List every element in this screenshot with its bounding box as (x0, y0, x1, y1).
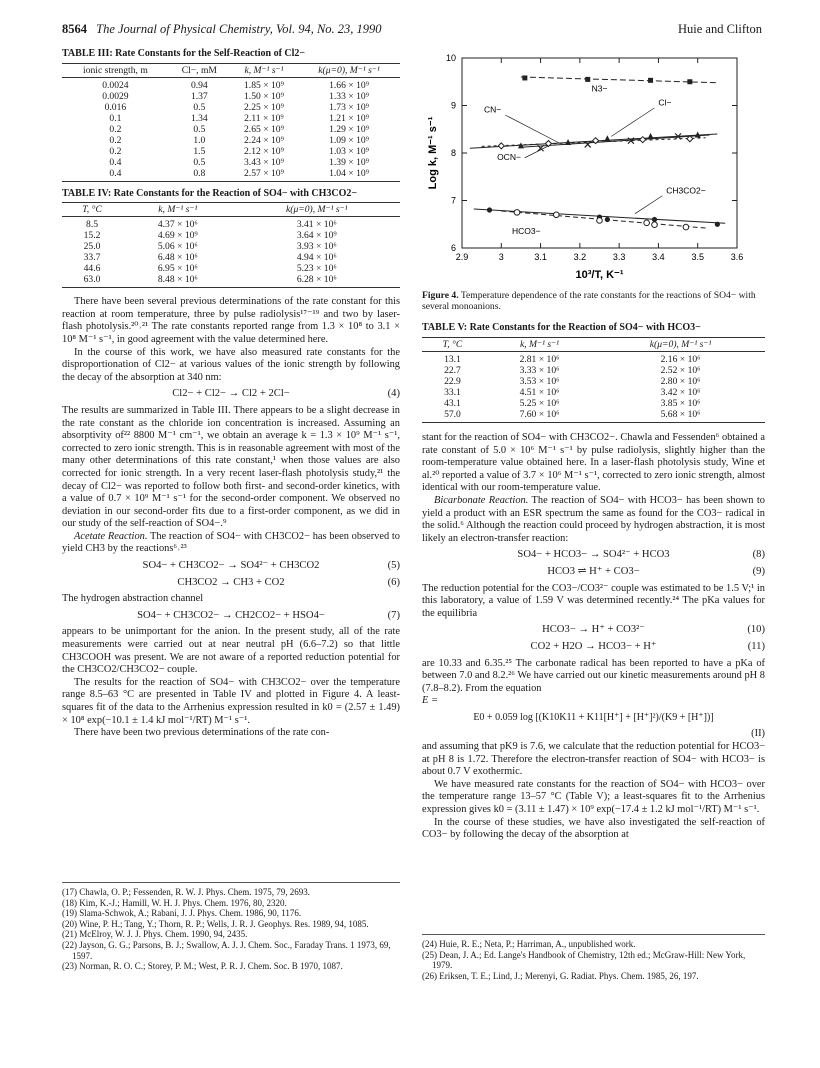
y-tick-label: 9 (450, 100, 456, 111)
table5-cell: 7.60 × 10⁶ (483, 409, 596, 423)
table3-row (62, 135, 400, 146)
table3-header: k(μ=0), M⁻¹ s⁻¹ (298, 63, 400, 77)
references-left (62, 882, 400, 972)
label-pointer (525, 146, 549, 158)
table3-cell: 0.4 (62, 168, 169, 182)
reference: (21) McElroy, W. J. J. Phys. Chem. 1990, 94, 2435. (62, 929, 248, 940)
x-tick-label: 3.6 (730, 252, 744, 262)
table3-cell: 1.33 × 10⁹ (329, 90, 370, 102)
data-point (640, 137, 646, 143)
data-point (715, 222, 720, 227)
table4-cell: 33.7 (83, 252, 101, 264)
table3-cell: 1.66 × 10⁹ (329, 79, 370, 91)
x-tick-label: 3.1 (534, 252, 547, 262)
table4-row (62, 263, 400, 274)
page-number: 8564 (62, 22, 87, 36)
paragraph: The hydrogen abstraction channel (62, 593, 204, 605)
table4-cell: 6.28 × 10⁶ (234, 274, 400, 288)
table5-row (422, 351, 765, 365)
table5-block (422, 318, 765, 423)
equation-6 (62, 577, 400, 590)
table3-header: Cl−, mM (169, 63, 230, 77)
table4-cell: 25.0 (83, 241, 101, 253)
table4-cell: 63.0 (62, 274, 122, 288)
table5-cell: 13.1 (444, 353, 461, 365)
table4 (62, 202, 400, 288)
table4-cell: 3.93 × 10⁶ (296, 241, 337, 253)
table5 (422, 337, 765, 423)
table3-cell: 0.4 (109, 156, 122, 168)
table4-cell: 44.6 (83, 263, 101, 275)
table3-cell: 1.09 × 10⁹ (329, 134, 370, 146)
figure-label: Figure 4. (422, 290, 459, 301)
paragraph-text: The reaction of SO4− with HCO3− has been shown to yield a product with an ESR spectrum the same as found for the CO3− radical in the solid.⁶ Although the reaction could proceed by hydrogen abstraction, it is most likely an electron-transfer reaction: (422, 494, 765, 544)
equation-number: (10) (747, 624, 765, 636)
paragraph: There have been several previous determinations of the rate constant for this reaction at room temperature, three by pulse radiolysis¹⁷⁻¹⁹ and two by laser-flash photolysis.²⁰˒²¹ The rate constants reported range from 1.3 × 10⁸ to 3.1 × 10⁸ M⁻¹ s⁻¹, in good agreement with the value determined here. (62, 296, 400, 345)
table3-row (62, 113, 400, 124)
figure-caption-text: Temperature dependence of the rate constants for the reactions of SO4− with several monoanions. (422, 290, 756, 312)
x-tick-label: 2.9 (455, 252, 469, 262)
reference: (25) Dean, J. A.; Ed. Lange's Handbook of Chemistry, 12th ed.; McGraw-Hill: New York, 1979. (422, 949, 746, 971)
reference: (26) Eriksen, T. E.; Lind, J.; Merenyi, G. Radiat. Phys. Chem. 1985, 26, 197. (422, 970, 699, 981)
figure-4-chart (422, 50, 765, 290)
equation-E-lhs: E = (422, 695, 438, 707)
table3-body (62, 77, 400, 181)
data-point (687, 79, 692, 84)
table4-row (62, 217, 400, 231)
table3-cell: 1.5 (193, 145, 206, 157)
table4-caption: TABLE IV: Rate Constants for the Reaction of SO4− with CH3CO2− (62, 187, 358, 199)
table3-row (62, 102, 400, 113)
table3-cell: 0.5 (193, 123, 206, 135)
x-tick-label: 3.2 (573, 252, 587, 262)
table3-cell: 1.34 (190, 112, 208, 124)
equation-text: SO4− + CH3CO2− → CH2CO2− + HSO4− (137, 609, 325, 621)
table4-cell: 5.23 × 10⁶ (296, 263, 337, 275)
table5-row (422, 365, 765, 376)
table3-cell: 1.03 × 10⁹ (329, 145, 370, 157)
data-point (644, 220, 650, 226)
table4-row (62, 230, 400, 241)
y-tick-label: 6 (450, 243, 456, 253)
table3-cell: 0.016 (104, 101, 127, 113)
equation-number: (4) (387, 388, 400, 400)
table5-cell: 22.7 (444, 364, 461, 376)
left-column (62, 44, 400, 740)
equation-number: (II) (751, 728, 765, 740)
equation-text: SO4− + CH3CO2− → SO4²⁻ + CH3CO2 (142, 560, 320, 572)
paragraph: In the course of this work, we have also measured rate constants for the disproportionation of Cl2− at various values of the ionic strength by following the decay of the absorption at 340 nm: (62, 346, 400, 383)
running-authors: Huie and Clifton (677, 22, 762, 36)
journal-title: The Journal of Physical Chemistry, Vol. 94, No. 23, 1990 (96, 22, 382, 36)
table3-cell: 0.2 (109, 123, 122, 135)
table5-header: k(μ=0), M⁻¹ s⁻¹ (596, 337, 765, 351)
x-tick-label: 3.3 (612, 252, 626, 262)
table3-cell: 2.11 × 10⁹ (244, 112, 284, 124)
table3-cell: 2.57 × 10⁹ (230, 168, 298, 182)
table3-cell: 0.5 (193, 156, 206, 168)
table5-cell: 57.0 (422, 409, 483, 423)
right-column (422, 432, 765, 842)
reference: (24) Huie, R. E.; Neta, P.; Harriman, A., unpublished work. (422, 939, 636, 949)
table5-cell: 5.68 × 10⁶ (596, 409, 765, 423)
label-pointer (635, 196, 663, 214)
table5-cell: 3.85 × 10⁶ (660, 397, 701, 409)
table3-cell: 1.21 × 10⁹ (329, 112, 370, 124)
equation-text: CH3CO2 → CH3 + CO2 (177, 576, 285, 588)
table4-row (62, 252, 400, 263)
table3-cell: 1.37 (190, 90, 208, 102)
table4-cell: 4.94 × 10⁶ (296, 252, 337, 264)
equation-10 (422, 624, 765, 637)
paragraph: There have been two previous determinations of the rate con- (74, 727, 330, 739)
equation-text: E0 + 0.059 log [(K10K11 + K11[H⁺] + [H⁺]²)/(K9 + [H⁺])] (473, 711, 714, 723)
table3-header: ionic strength, m (62, 63, 169, 77)
equation-text: SO4− + HCO3− → SO4²⁻ + HCO3 (517, 549, 670, 561)
table3-cell: 2.65 × 10⁹ (244, 123, 284, 135)
equation-11 (422, 641, 765, 654)
table3-cell: 0.2 (109, 134, 122, 146)
equation-number: (11) (747, 640, 765, 652)
table4-cell: 5.06 × 10⁶ (157, 241, 198, 253)
data-point (695, 131, 701, 137)
paragraph: In the course of these studies, we have also investigated the self-reaction of CO3− by following the decay of the absorption at (422, 816, 765, 841)
table3-row (62, 168, 400, 182)
table3-row (62, 124, 400, 135)
equation-9 (422, 566, 765, 579)
equation-number: (8) (752, 549, 765, 561)
equation-7 (62, 610, 400, 623)
series-label: CH3CO2− (666, 185, 706, 196)
table4-cell: 6.95 × 10⁶ (157, 263, 198, 275)
paragraph: The results for the reaction of SO4− with CH3CO2− over the temperature range 8.5–63 °C are presented in Table IV and plotted in Figure 4. A least-squares fit of the data to the Arrhenius expression resulted in k0 = (2.57 ± 1.49) × 10⁸ exp(−10.1 ± 1.4 kJ mol⁻¹/RT) M⁻¹ s⁻¹. (62, 676, 400, 726)
table5-row (422, 387, 765, 398)
table3-cell: 1.50 × 10⁹ (244, 90, 284, 102)
table3-cell: 2.12 × 10⁹ (244, 145, 284, 157)
reference: (19) Slama-Schwok, A.; Rabani, J. J. Phys. Chem. 1986, 90, 1176. (62, 908, 302, 919)
table5-row (422, 376, 765, 387)
equation-text: Cl2− + Cl2− → Cl2 + 2Cl− (172, 388, 290, 400)
section-lead: Acetate Reaction. (74, 530, 148, 542)
data-point (683, 224, 689, 230)
page-header (62, 22, 762, 37)
table4-header: k(μ=0), M⁻¹ s⁻¹ (234, 203, 400, 217)
equation-text: HCO3 ⇌ H⁺ + CO3− (547, 565, 640, 577)
table4-cell: 8.48 × 10⁶ (122, 274, 234, 288)
table4-cell: 3.64 × 10⁹ (296, 230, 337, 242)
table5-cell: 2.16 × 10⁶ (660, 353, 701, 365)
table4-cell: 3.41 × 10⁶ (296, 219, 337, 231)
table4-cell: 4.37 × 10⁶ (157, 219, 198, 231)
equation-text: CO2 + H2O → HCO3− + H⁺ (530, 640, 657, 652)
equation-4 (62, 388, 400, 401)
data-point (648, 133, 654, 139)
table3-cell: 2.24 × 10⁹ (244, 134, 284, 146)
paragraph (62, 531, 400, 556)
table3-cell: 1.85 × 10⁹ (244, 79, 284, 91)
table5-row (422, 398, 765, 409)
equation-number: (6) (387, 576, 400, 588)
table5-cell: 2.52 × 10⁶ (660, 364, 701, 376)
equation-8 (422, 549, 765, 562)
equation-number: (5) (387, 560, 400, 572)
data-point (487, 207, 492, 212)
table3-cell: 0.2 (109, 145, 122, 157)
paragraph: We have measured rate constants for the reaction of SO4− with HCO3− over the temperature range 13–57 °C (Table V); a least-squares fit to the Arrhenius expression gives k0 = (3.11 ± 1.47) × 10⁹ exp(−17.4 ± 1.2 kJ mol⁻¹/RT) M⁻¹ s⁻¹. (422, 778, 765, 816)
label-pointer (611, 108, 654, 137)
table5-cell: 3.42 × 10⁶ (660, 386, 701, 398)
table3-cell: 1.73 × 10⁹ (329, 101, 370, 113)
table3-cell: 1.04 × 10⁹ (298, 168, 400, 182)
table3-row (62, 91, 400, 102)
reference: (17) Chawla, O. P.; Fessenden, R. W. J. Phys. Chem. 1975, 79, 2693. (62, 887, 311, 897)
y-axis-label: Log k, M⁻¹ s⁻¹ (427, 116, 439, 190)
series-label: HCO3− (511, 225, 541, 236)
table5-cell: 43.1 (444, 397, 461, 409)
paragraph: are 10.33 and 6.35.²⁵ The carbonate radical has been reported to have a pKa of between 7.0 and 8.2.²⁶ We have carried out our kinetic measurements around pH 8 (7.8–8.2). From the equation (422, 657, 765, 694)
label-pointer (505, 115, 560, 144)
data-point (652, 222, 658, 228)
table5-row (422, 409, 765, 423)
table5-cell: 3.33 × 10⁶ (519, 364, 560, 376)
series-label: N3− (591, 83, 608, 94)
data-point (553, 212, 559, 218)
data-point (604, 135, 610, 141)
table4-cell: 15.2 (83, 230, 101, 242)
table5-body (422, 351, 765, 422)
table3-row (62, 146, 400, 157)
data-point (522, 75, 527, 80)
paragraph-text: The reaction of SO4− with CH3CO2− has been observed to yield CH3 by the reactions⁶˒²³ (62, 530, 401, 555)
table4-cell: 4.69 × 10⁹ (157, 230, 198, 242)
table3-cell: 2.25 × 10⁹ (244, 101, 284, 113)
table5-cell: 5.25 × 10⁶ (519, 397, 560, 409)
table4-row (62, 274, 400, 288)
data-point (652, 217, 657, 222)
table5-header: T, °C (422, 337, 483, 351)
reference: (18) Kim, K.-J.; Hamill, W. H. J. Phys. Chem. 1976, 80, 2320. (62, 897, 287, 908)
y-tick-label: 10 (445, 53, 456, 63)
x-axis-label: 10³/T, K⁻¹ (575, 269, 624, 281)
table4-header: k, M⁻¹ s⁻¹ (122, 203, 234, 217)
table3-cell: 3.43 × 10⁹ (244, 156, 284, 168)
table3-cell: 0.0024 (102, 79, 129, 91)
x-tick-label: 3.4 (652, 252, 665, 262)
reference: (20) Wine, P. H.; Tang, Y.; Thorn, R. P.; Wells, J. R. J. Geophys. Res. 1989, 94, 1085. (62, 918, 369, 929)
table5-cell: 33.1 (444, 386, 461, 398)
data-point (514, 210, 520, 216)
table5-cell: 22.9 (444, 375, 461, 387)
reference: (22) Jayson, G. G.; Parsons, B. J.; Swallow, A. J. J. Chem. Soc., Faraday Trans. 1 1973, 69, 1597. (62, 939, 391, 961)
table5-header: k, M⁻¹ s⁻¹ (483, 337, 596, 351)
equation-number: (7) (387, 609, 400, 621)
table5-cell: 4.51 × 10⁶ (519, 386, 560, 398)
x-tick-label: 3 (498, 252, 504, 262)
table3 (62, 63, 400, 182)
equation-number: (9) (752, 565, 765, 577)
figure-4-caption (422, 290, 765, 312)
table4-row (62, 241, 400, 252)
paragraph: appears to be unimportant for the anion. In the present study, all of the rate measurements were carried out at near neutral pH (6.6–7.2) so that little CH3COOH was present. We are not aware of a reported reduction potential for the CH3CO2/CH3CO2− couple. (62, 626, 400, 676)
table5-cell: 2.81 × 10⁶ (519, 353, 560, 365)
table4-cell: 8.5 (86, 219, 99, 231)
equation-5 (62, 560, 400, 573)
table3-cell: 1.29 × 10⁹ (329, 123, 370, 135)
paragraph (422, 495, 765, 545)
x-tick-label: 3.5 (691, 252, 704, 262)
table3-cell: 0.94 (190, 79, 208, 91)
series-label: Cl− (658, 97, 672, 108)
table3-cell: 1.39 × 10⁹ (329, 156, 370, 168)
table3-row (62, 77, 400, 91)
series-label: CN− (484, 104, 502, 115)
table5-caption: TABLE V: Rate Constants for the Reaction of SO4− with HCO3− (422, 322, 701, 333)
data-point (498, 143, 504, 149)
equation-II (422, 712, 765, 725)
data-point (585, 77, 590, 82)
paragraph: The results are summarized in Table III. There appears to be a slight decrease in the rate constant as the chloride ion concentration is increased. Assuming an absorptivity of²² 8800 M⁻¹ cm⁻¹, we obtain an average k = 1.3 × 10⁹ M⁻¹ s⁻¹, corrected to zero ionic strength. This is in reasonable agreement with most of the many other determinations of this rate constant,¹ when those values are also corrected for ionic strength. In a very recent laser-flash photolysis study,²¹ the decay of Cl2− was reported to follow both first- and second-order kinetics, with a value of 0.7 × 10⁹ M⁻¹ s⁻¹ for the second-order component. We observed no deviation in our second-order fits due to a first-order component, as we did in our study of the self-reaction of SO4−.⁹ (62, 404, 400, 530)
series-label: OCN− (497, 152, 521, 163)
table3-row (62, 157, 400, 168)
y-tick-label: 8 (450, 148, 456, 158)
section-lead: Bicarbonate Reaction. (434, 494, 529, 506)
paragraph: The reduction potential for the CO3−/CO3²⁻ couple was estimated to be 1.5 V;¹ in this laboratory, a value of 1.59 V was determined recently.²⁴ The pKa values for the equilibria (422, 582, 765, 619)
data-point (648, 78, 653, 83)
table3-cell: 0.0029 (102, 90, 129, 102)
table3-header: k, M⁻¹ s⁻¹ (230, 63, 298, 77)
paragraph: stant for the reaction of SO4− with CH3CO2−. Chawla and Fessenden⁶ obtained a rate constant of 5.0 × 10⁶ M⁻¹ s⁻¹ by pulse radiolysis, slightly higher than the room-temperature value obtained here. In a laser-flash photolysis study, Wine et al.²⁰ reported a value of 3.7 × 10⁶ M⁻¹ s⁻¹, corrected to zero ionic strength, almost identical with our room-temperature value. (422, 432, 765, 494)
equation-text: HCO3− → H⁺ + CO3²⁻ (542, 624, 645, 636)
data-point (597, 218, 603, 224)
table5-cell: 2.80 × 10⁶ (660, 375, 701, 387)
table3-cell: 0.8 (169, 168, 230, 182)
table3-caption: TABLE III: Rate Constants for the Self-Reaction of Cl2− (62, 48, 306, 59)
paragraph: and assuming that pK9 is 7.6, we calculate that the reduction potential for HCO3− at pH 8 is 1.72. Therefore the electron-transfer reaction of SO4− with HCO3− is about 0.7 V exothermic. (422, 741, 765, 778)
table4-body (62, 217, 400, 288)
table5-cell: 3.53 × 10⁶ (519, 375, 560, 387)
table3-cell: 1.0 (193, 134, 206, 146)
table3-cell: 0.5 (193, 101, 206, 113)
table3-cell: 0.1 (109, 112, 122, 124)
reference: (23) Norman, R. O. C.; Storey, P. M.; West, P. R. J. Chem. Soc. B 1970, 1087. (62, 961, 343, 972)
y-tick-label: 7 (450, 195, 456, 206)
table4-cell: 6.48 × 10⁶ (157, 252, 198, 264)
references-right (422, 934, 765, 981)
table4-header: T, °C (62, 203, 122, 217)
